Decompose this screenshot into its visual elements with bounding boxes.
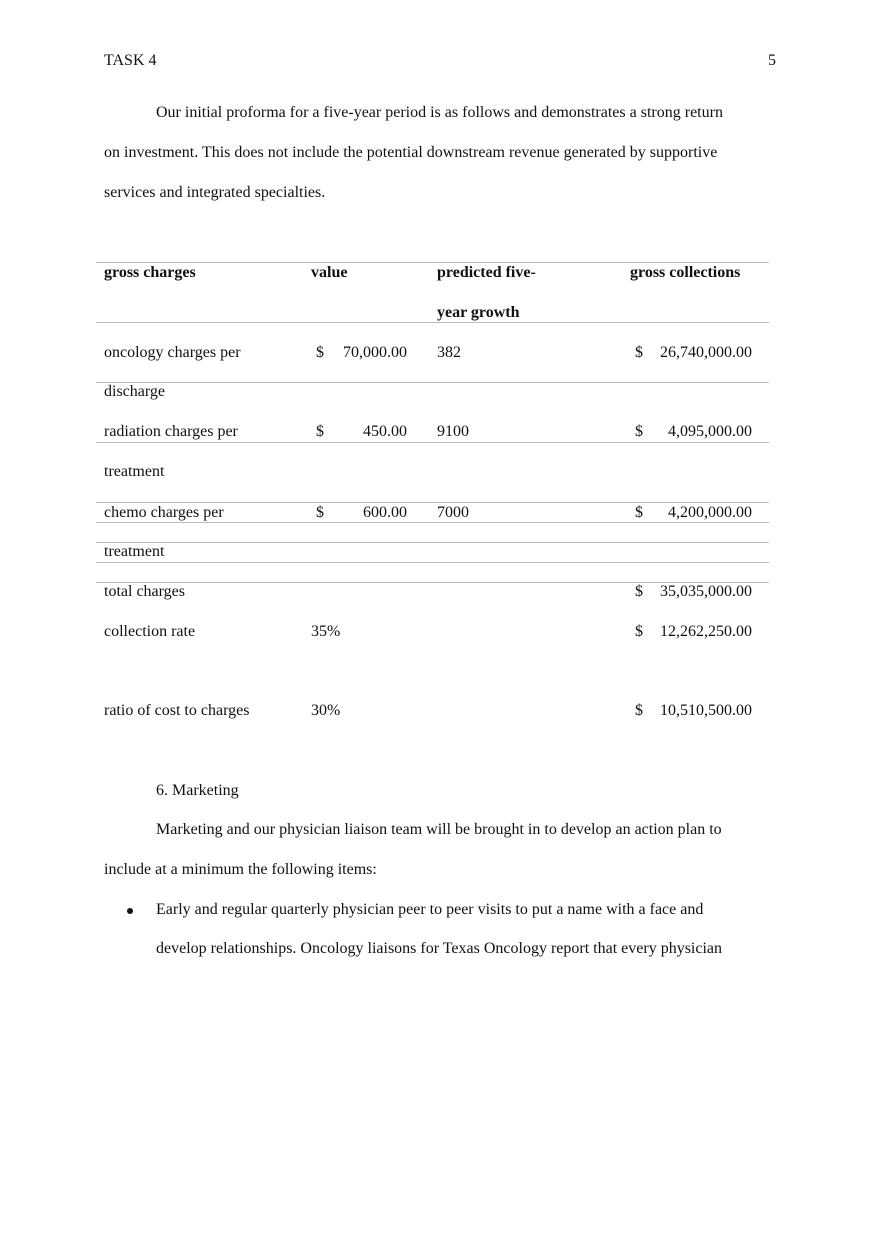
growth-value: 382 [437, 344, 461, 361]
collections-amount: 12,262,250.00 [660, 623, 752, 640]
collections-amount: 4,200,000.00 [668, 504, 752, 521]
bullet-line-1: Early and regular quarterly physician peer to peer visits to put a name with a face and [156, 901, 704, 918]
rate-value: 30% [311, 702, 341, 719]
rate-value: 35% [311, 623, 341, 640]
section-para-line-1: Marketing and our physician liaison team will be brought in to develop an action plan to [156, 821, 722, 838]
row-divider [96, 542, 769, 543]
bullet-icon [127, 908, 133, 914]
row-label: ratio of cost to charges [104, 702, 250, 719]
header-value: value [311, 264, 348, 281]
growth-value: 9100 [437, 423, 469, 440]
value-currency: $ [316, 344, 324, 361]
collections-currency: $ [635, 423, 643, 440]
intro-line-1: Our initial proforma for a five-year period is as follows and demonstrates a strong return [156, 104, 723, 121]
intro-line-3: services and integrated specialties. [104, 184, 326, 201]
collections-currency: $ [635, 344, 643, 361]
bullet-line-2: develop relationships. Oncology liaisons for Texas Oncology report that every physician [156, 940, 723, 957]
header-growth-line2: year growth [437, 304, 520, 321]
row-label: collection rate [104, 623, 196, 640]
page-number: 5 [768, 52, 776, 69]
intro-line-2: on investment. This does not include the potential downstream revenue generated by supportive [104, 144, 718, 161]
row-divider [96, 522, 769, 523]
header-gross-collections: gross collections [630, 264, 741, 281]
collections-currency: $ [635, 702, 643, 719]
table-header-rule [96, 322, 769, 323]
row-divider [96, 382, 769, 383]
header-gross-charges: gross charges [104, 264, 196, 281]
row-divider [96, 562, 769, 563]
section-heading: 6. Marketing [156, 782, 239, 799]
value-currency: $ [316, 504, 324, 521]
collections-amount: 10,510,500.00 [660, 702, 752, 719]
collections-amount: 26,740,000.00 [660, 344, 752, 361]
growth-value: 7000 [437, 504, 469, 521]
collections-currency: $ [635, 623, 643, 640]
value-amount: 600.00 [363, 504, 407, 521]
collections-amount: 4,095,000.00 [668, 423, 752, 440]
collections-amount: 35,035,000.00 [660, 583, 752, 600]
row-label: chemo charges per [104, 504, 224, 521]
row-divider [96, 442, 769, 443]
running-head: TASK 4 [104, 52, 157, 69]
section-para-line-2: include at a minimum the following items: [104, 861, 377, 878]
value-amount: 70,000.00 [343, 344, 407, 361]
row-label: oncology charges per [104, 344, 241, 361]
row-label-cont: discharge [104, 383, 166, 400]
header-growth-line1: predicted five- [437, 264, 536, 281]
collections-currency: $ [635, 504, 643, 521]
collections-currency: $ [635, 583, 643, 600]
value-currency: $ [316, 423, 324, 440]
row-label: radiation charges per [104, 423, 238, 440]
row-label-cont: treatment [104, 543, 165, 560]
row-label-cont: treatment [104, 463, 165, 480]
value-amount: 450.00 [363, 423, 407, 440]
row-label: total charges [104, 583, 186, 600]
